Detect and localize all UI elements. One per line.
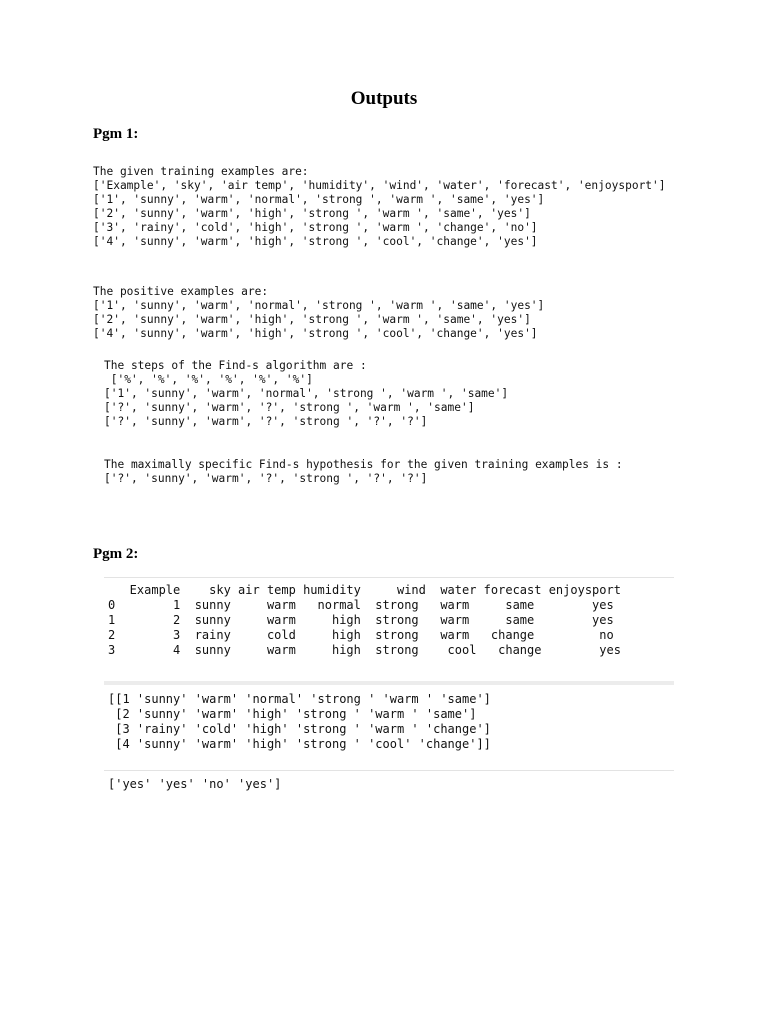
- page-title: Outputs: [350, 88, 418, 109]
- dataframe-output: Example sky air temp humidity wind water forecast enjoysport 0 1 sunny warm normal strong warm same yes 1 2 sunny warm high strong warm same yes 2 3 rainy cold high strong warm change no 3 4 sunny warm high strong cool change yes: [108, 583, 621, 657]
- output-divider: [104, 770, 674, 771]
- training-examples-output: The given training examples are: ['Example', 'sky', 'air temp', 'humidity', 'wind', 'water', 'forecast', 'enjoysport'] ['1', 'sunny', 'warm', 'normal', 'strong ', 'warm ', 'same', 'yes'] ['2', 'sunny', 'warm', 'high', 'strong ', 'warm ', 'same', 'yes'] ['3', 'rainy', 'cold', 'high', 'strong ', 'warm ', 'change', 'no'] ['4', 'sunny', 'warm', 'high', 'strong ', 'cool', 'change', 'yes']: [93, 165, 666, 248]
- pgm2-heading: Pgm 2:: [93, 546, 139, 562]
- pgm1-heading: Pgm 1:: [93, 126, 139, 142]
- output-divider: [104, 577, 674, 578]
- find-s-steps-output: The steps of the Find-s algorithm are : ['%', '%', '%', '%', '%', '%'] ['1', 'sunny', 'warm', 'normal', 'strong ', 'warm ', 'same'] ['?', 'sunny', 'warm', '?', 'strong ', 'warm ', 'same'] ['?', 'sunny', 'warm', '?', 'strong ', '?', '?']: [104, 359, 509, 428]
- output-divider: [104, 681, 674, 685]
- find-s-hypothesis-output: The maximally specific Find-s hypothesis for the given training examples is : ['?', 'sunny', 'warm', '?', 'strong ', '?', '?']: [104, 458, 623, 485]
- target-array-output: ['yes' 'yes' 'no' 'yes']: [108, 777, 282, 791]
- attributes-array-output: [[1 'sunny' 'warm' 'normal' 'strong ' 'warm ' 'same'] [2 'sunny' 'warm' 'high' 'strong ' 'warm ' 'same'] [3 'rainy' 'cold' 'high' 'strong ' 'warm ' 'change'] [4 'sunny' 'warm' 'high' 'strong ' 'cool' 'change']]: [108, 692, 491, 751]
- positive-examples-output: The positive examples are: ['1', 'sunny', 'warm', 'normal', 'strong ', 'warm ', 'same', 'yes'] ['2', 'sunny', 'warm', 'high', 'strong ', 'warm ', 'same', 'yes'] ['4', 'sunny', 'warm', 'high', 'strong ', 'cool', 'change', 'yes']: [93, 285, 545, 340]
